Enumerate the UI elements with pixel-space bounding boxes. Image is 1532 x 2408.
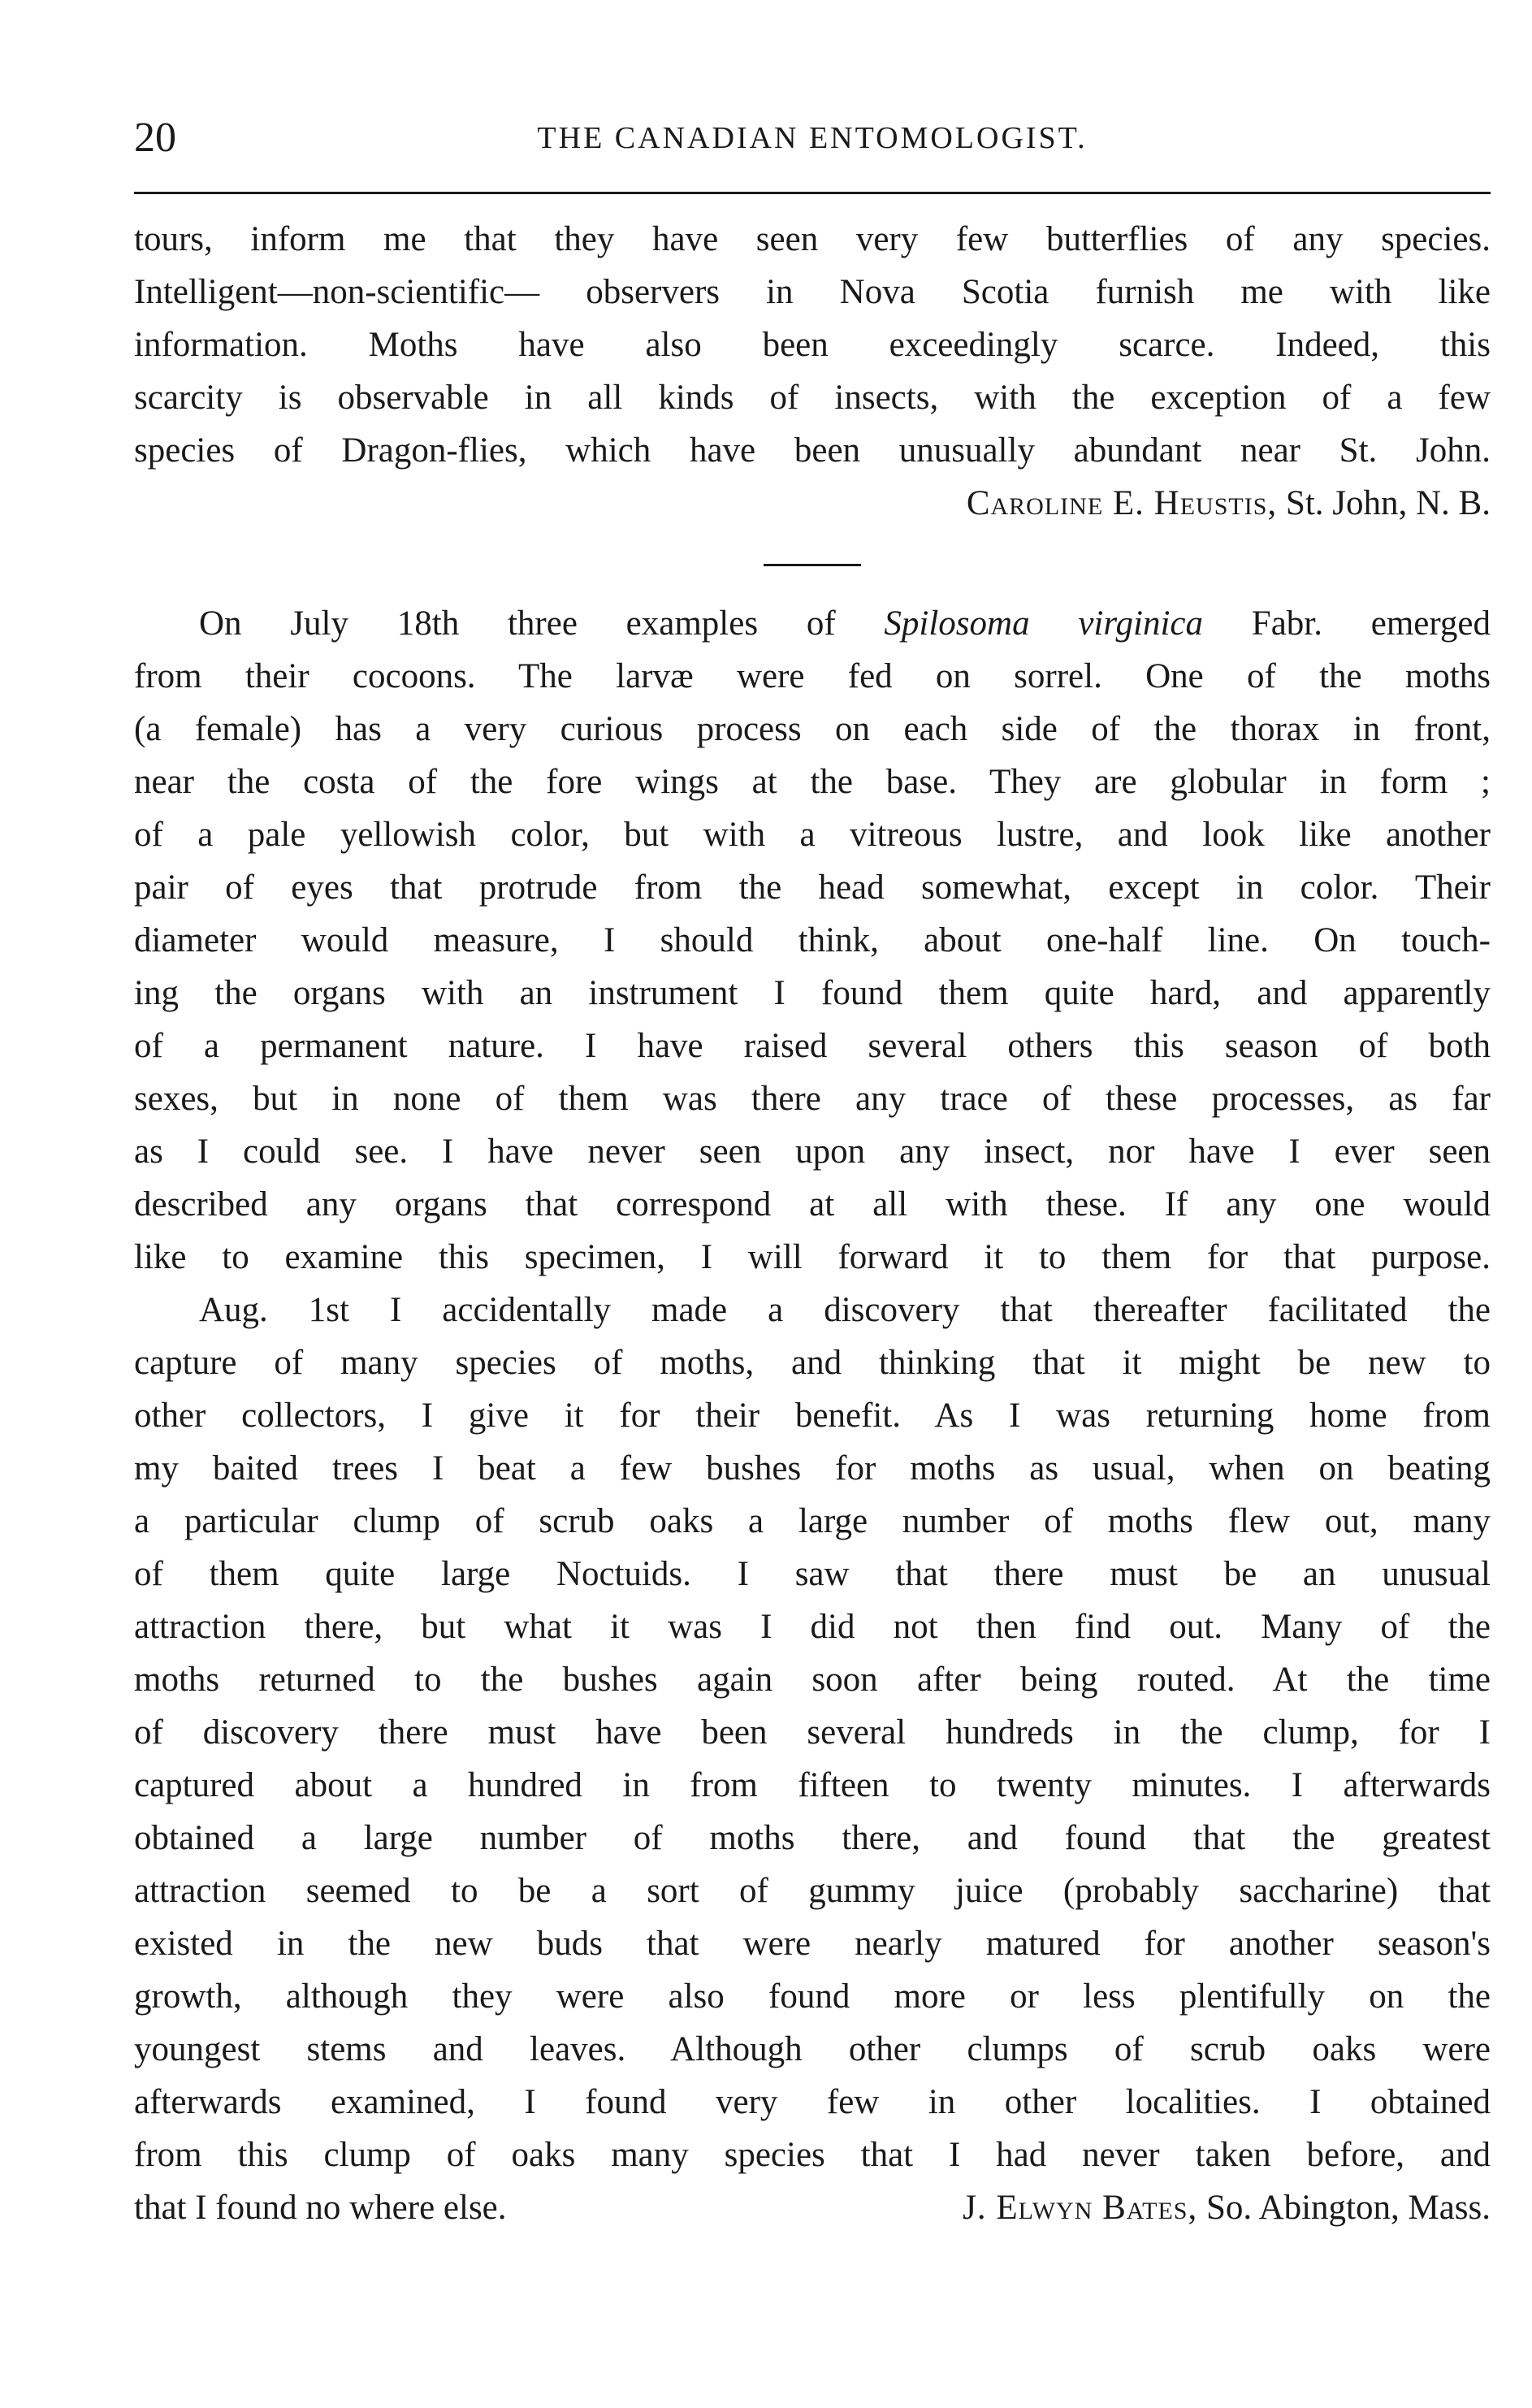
header-rule: [134, 192, 1491, 194]
running-header: [134, 106, 1491, 171]
text-column: [134, 213, 1491, 2234]
signature-bates: [963, 2181, 1491, 2234]
species-name: Spilosoma virginica: [884, 604, 1204, 643]
text-line: of a permanent nature. I have raised several others this season of both: [134, 1027, 1491, 1065]
letter-bates: [134, 597, 1491, 2234]
text-line: my baited trees I beat a few bushes for moths as usual, when on beating: [134, 1449, 1491, 1488]
text-line: growth, although they were also found more or less plentifully on the: [134, 1977, 1491, 2016]
text-line: captured about a hundred in from fifteen to twenty minutes. I afterwards: [134, 1766, 1491, 1804]
text-line: described any organs that correspond at all with these. If any one would: [134, 1185, 1491, 1223]
text-line: a particular clump of scrub oaks a large number of moths flew out, many: [134, 1502, 1491, 1540]
text-line: existed in the new buds that were nearly matured for another season's: [134, 1925, 1491, 1963]
section-separator: [764, 564, 861, 566]
signature-place: St. John, N. B.: [1277, 484, 1491, 522]
text-line: youngest stems and leaves. Although other clumps of scrub oaks were: [134, 2030, 1491, 2068]
text-line: afterwards examined, I found very few in other localities. I obtained: [134, 2083, 1491, 2121]
signature-heustis: [134, 477, 1491, 530]
text-line: of discovery there must have been several hundreds in the clump, for I: [134, 1713, 1491, 1752]
signature-name: J. Elwyn Bates,: [963, 2189, 1198, 2227]
text-line: of them quite large Noctuids. I saw that there must be an unusual: [134, 1555, 1491, 1593]
text-line: pair of eyes that protrude from the head somewhat, except in color. Their: [134, 868, 1491, 907]
text-line: Intelligent—non-scientific— observers in Nova Scotia furnish me with like: [134, 273, 1491, 311]
signature-name: Caroline E. Heustis,: [966, 484, 1278, 522]
text-line: attraction seemed to be a sort of gummy juice (probably saccharine) that: [134, 1872, 1491, 1910]
text-line: moths returned to the bushes again soon after being routed. At the time: [134, 1661, 1491, 1699]
text-line: as I could see. I have never seen upon any insect, nor have I ever seen: [134, 1133, 1491, 1171]
text-line: Aug. 1st I accidentally made a discovery that thereafter facilitated the: [199, 1291, 1491, 1329]
text-line: (a female) has a very curious process on each side of the thorax in front,: [134, 710, 1491, 748]
text-line: of a pale yellowish color, but with a vitreous lustre, and look like another: [134, 816, 1491, 854]
text-line: like to examine this specimen, I will forward it to them for that purpose.: [134, 1238, 1491, 1276]
page-number: 20: [134, 115, 176, 161]
text-line: tours, inform me that they have seen very few butterflies of any species.: [134, 220, 1491, 258]
text-line: information. Moths have also been exceedingly scarce. Indeed, this: [134, 326, 1491, 364]
text-line: near the costa of the fore wings at the base. They are globular in form ;: [134, 763, 1491, 801]
signature-place: So. Abington, Mass.: [1197, 2189, 1491, 2227]
text-line: obtained a large number of moths there, and found that the greatest: [134, 1819, 1491, 1857]
text-line: diameter would measure, I should think, about one-half line. On touch-: [134, 921, 1491, 959]
text-fragment: Fabr. emerged: [1203, 604, 1491, 643]
text-line: from this clump of oaks many species that I had never taken before, and: [134, 2136, 1491, 2174]
text-line: sexes, but in none of them was there any trace of these processes, as far: [134, 1080, 1491, 1118]
text-line: species of Dragon-flies, which have been unusually abundant near St. John.: [134, 431, 1491, 470]
text-line: [134, 597, 1491, 650]
text-line: capture of many species of moths, and thinking that it might be new to: [134, 1344, 1491, 1382]
text-fragment: that I found no where else.: [134, 2189, 507, 2227]
letter-heustis: [134, 213, 1491, 530]
text-line-with-signature: [134, 2181, 1491, 2234]
text-line: attraction there, but what it was I did not then find out. Many of the: [134, 1608, 1491, 1646]
running-title: THE CANADIAN ENTOMOLOGIST.: [537, 121, 1088, 155]
text-line: scarcity is observable in all kinds of insects, with the exception of a few: [134, 379, 1491, 417]
text-line: other collectors, I give it for their benefit. As I was returning home from: [134, 1397, 1491, 1435]
text-line: ing the organs with an instrument I found them quite hard, and apparently: [134, 974, 1491, 1012]
text-fragment: On July 18th three examples of: [199, 604, 885, 643]
text-line: from their cocoons. The larvæ were fed on sorrel. One of the moths: [134, 657, 1491, 695]
